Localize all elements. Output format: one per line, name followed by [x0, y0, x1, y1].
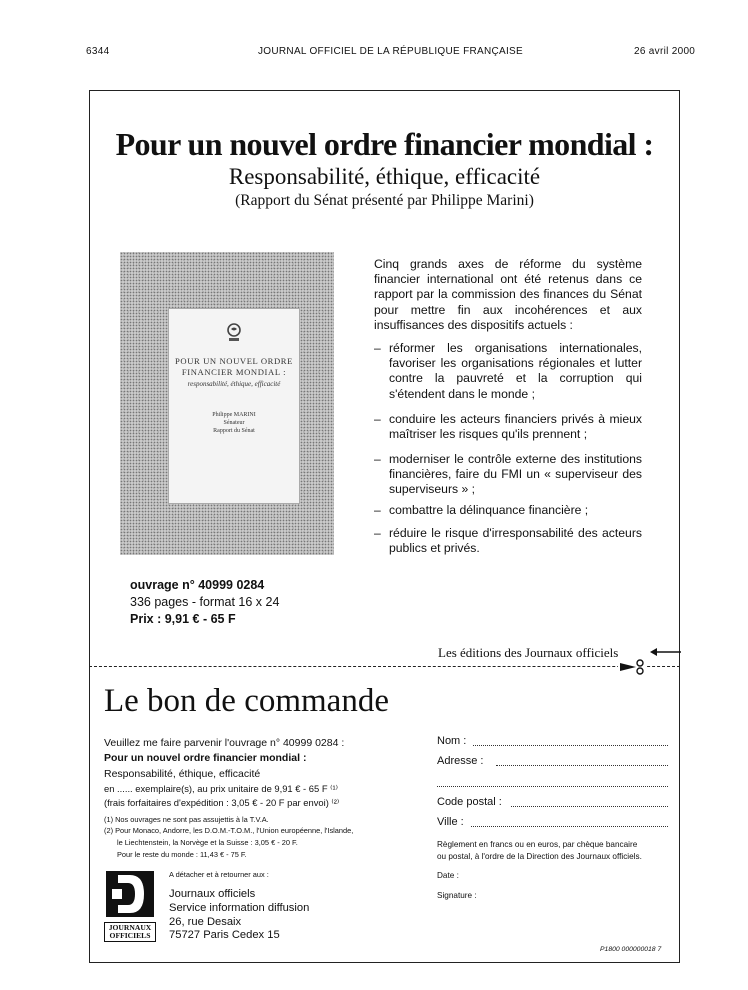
book-subtitle-report: (Rapport du Sénat présenté par Philippe Marini): [235, 192, 534, 209]
cover-subtitle: responsabilité, éthique, efficacité: [187, 380, 281, 388]
address-line-city: 75727 Paris Cedex 15: [169, 929, 280, 942]
date-label: Date :: [437, 871, 459, 880]
bullet-dash: –: [374, 452, 381, 466]
order-book-title: Pour un nouvel ordre financier mondial :: [104, 752, 307, 764]
journaux-officiels-logo: [104, 871, 156, 941]
nom-label: Nom :: [437, 735, 467, 747]
code-postal-field[interactable]: [511, 806, 668, 807]
address-line-street: 26, rue Desaix: [169, 915, 242, 928]
address-line-org: Journaux officiels: [169, 888, 256, 900]
list-item: [374, 503, 642, 518]
book-subtitle: Responsabilité, éthique, efficacité: [228, 164, 541, 189]
footnote-2-world: Pour le reste du monde : 11,43 € - 75 F.: [117, 850, 247, 859]
payment-instructions: [437, 839, 642, 862]
cut-line: [89, 666, 680, 667]
jo-logo-icon: [104, 871, 156, 917]
ville-label: Ville :: [437, 816, 464, 828]
cover-title-line1: POUR UN NOUVEL ORDRE: [175, 356, 293, 366]
order-form-title: Le bon de commande: [104, 683, 389, 719]
signature-label: Signature :: [437, 891, 477, 900]
senat-emblem-icon: [225, 322, 243, 344]
bullet-dash: –: [374, 526, 381, 540]
adresse-label: Adresse :: [437, 755, 484, 767]
address-line-service: Service information diffusion: [169, 901, 310, 914]
payment-line2: ou postal, à l'ordre de la Direction des Journaux officiels.: [437, 851, 642, 861]
bullet-dash: –: [374, 412, 381, 426]
publisher-name: Les éditions des Journaux officiels: [438, 645, 619, 660]
reference-code: P1800 000000018 7: [600, 946, 662, 953]
logo-caption-line2: OFFICIELS: [109, 931, 151, 940]
cover-author: Philippe MARINI: [212, 412, 256, 418]
cover-author-role: Sénateur: [223, 420, 245, 426]
book-price: Prix : 9,91 € - 65 F: [130, 612, 236, 626]
return-address: [169, 888, 309, 943]
book-pages-format: 336 pages - format 16 x 24: [130, 595, 280, 609]
code-postal-label: Code postal :: [437, 796, 502, 808]
cover-title-line2: FINANCIER MONDIAL :: [181, 367, 287, 377]
journal-title: JOURNAL OFFICIEL DE LA RÉPUBLIQUE FRANÇAISE: [258, 46, 523, 57]
page-number: 6344: [86, 46, 110, 57]
arrow-left-icon: [648, 645, 682, 659]
bullet-dash: –: [374, 503, 381, 517]
ville-field[interactable]: [471, 826, 668, 827]
bullet-text: moderniser le contrôle externe des institutions financières, faire du FMI un « superviseur des superviseurs » ;: [389, 452, 642, 497]
adresse-field[interactable]: [496, 765, 668, 766]
detach-instruction: A détacher et à retourner aux :: [169, 870, 269, 879]
list-item: [374, 526, 642, 556]
logo-caption: [104, 922, 156, 942]
bullet-text: conduire les acteurs financiers privés à mieux maîtriser les risques qu'ils prennent ;: [389, 412, 642, 442]
footnote-2: (2) Pour Monaco, Andorre, les D.O.M.-T.O.M., l'Union européenne, l'Islande,: [104, 826, 354, 835]
scissors-icon: [618, 659, 646, 675]
order-request-line: Veuillez me faire parvenir l'ouvrage n° 40999 0284 :: [104, 737, 345, 749]
bullet-text: réformer les organisations internationales, favoriser les organisations régionales et lutter contre la pauvreté et la corruption qui s'étendent dans le monde ;: [389, 341, 642, 401]
book-description: Cinq grands axes de réforme du système financier international ont été retenus dans ce rapport par la commission des finances du Sénat pour mettre fin aux incohérences et aux insuffisances des dispositifs actuels :: [374, 257, 642, 332]
footnote-2-cont: le Liechtenstein, la Norvège et la Suisse : 3,05 € - 20 F.: [117, 838, 298, 847]
book-details: [130, 577, 279, 628]
order-book-subtitle: Responsabilité, éthique, efficacité: [104, 768, 261, 780]
logo-caption-line1: JOURNAUX: [108, 923, 152, 932]
nom-field[interactable]: [473, 745, 668, 746]
cover-report: Rapport du Sénat: [213, 428, 255, 434]
bullet-text: réduire le risque d'irresponsabilité des acteurs publics et privés.: [389, 526, 642, 556]
payment-line1: Règlement en francs ou en euros, par chèque bancaire: [437, 840, 638, 849]
footnote-1: (1) Nos ouvrages ne sont pas assujettis à la T.V.A.: [104, 815, 269, 824]
list-item: [374, 452, 642, 498]
list-item: [374, 341, 642, 402]
order-shipping-line: (frais forfaitaires d'expédition : 3,05 € - 20 F par envoi) ⁽²⁾: [104, 797, 340, 808]
bullet-dash: –: [374, 341, 381, 355]
order-quantity-line: en ...... exemplaire(s), au prix unitaire de 9,91 € - 65 F ⁽¹⁾: [104, 783, 338, 794]
adresse-field-line2[interactable]: [437, 786, 668, 787]
list-item: [374, 412, 642, 442]
issue-date: 26 avril 2000: [634, 46, 696, 57]
book-title: Pour un nouvel ordre financier mondial :: [115, 126, 654, 162]
bullet-text: combattre la délinquance financière ;: [389, 503, 589, 517]
book-reference: ouvrage n° 40999 0284: [130, 578, 265, 592]
